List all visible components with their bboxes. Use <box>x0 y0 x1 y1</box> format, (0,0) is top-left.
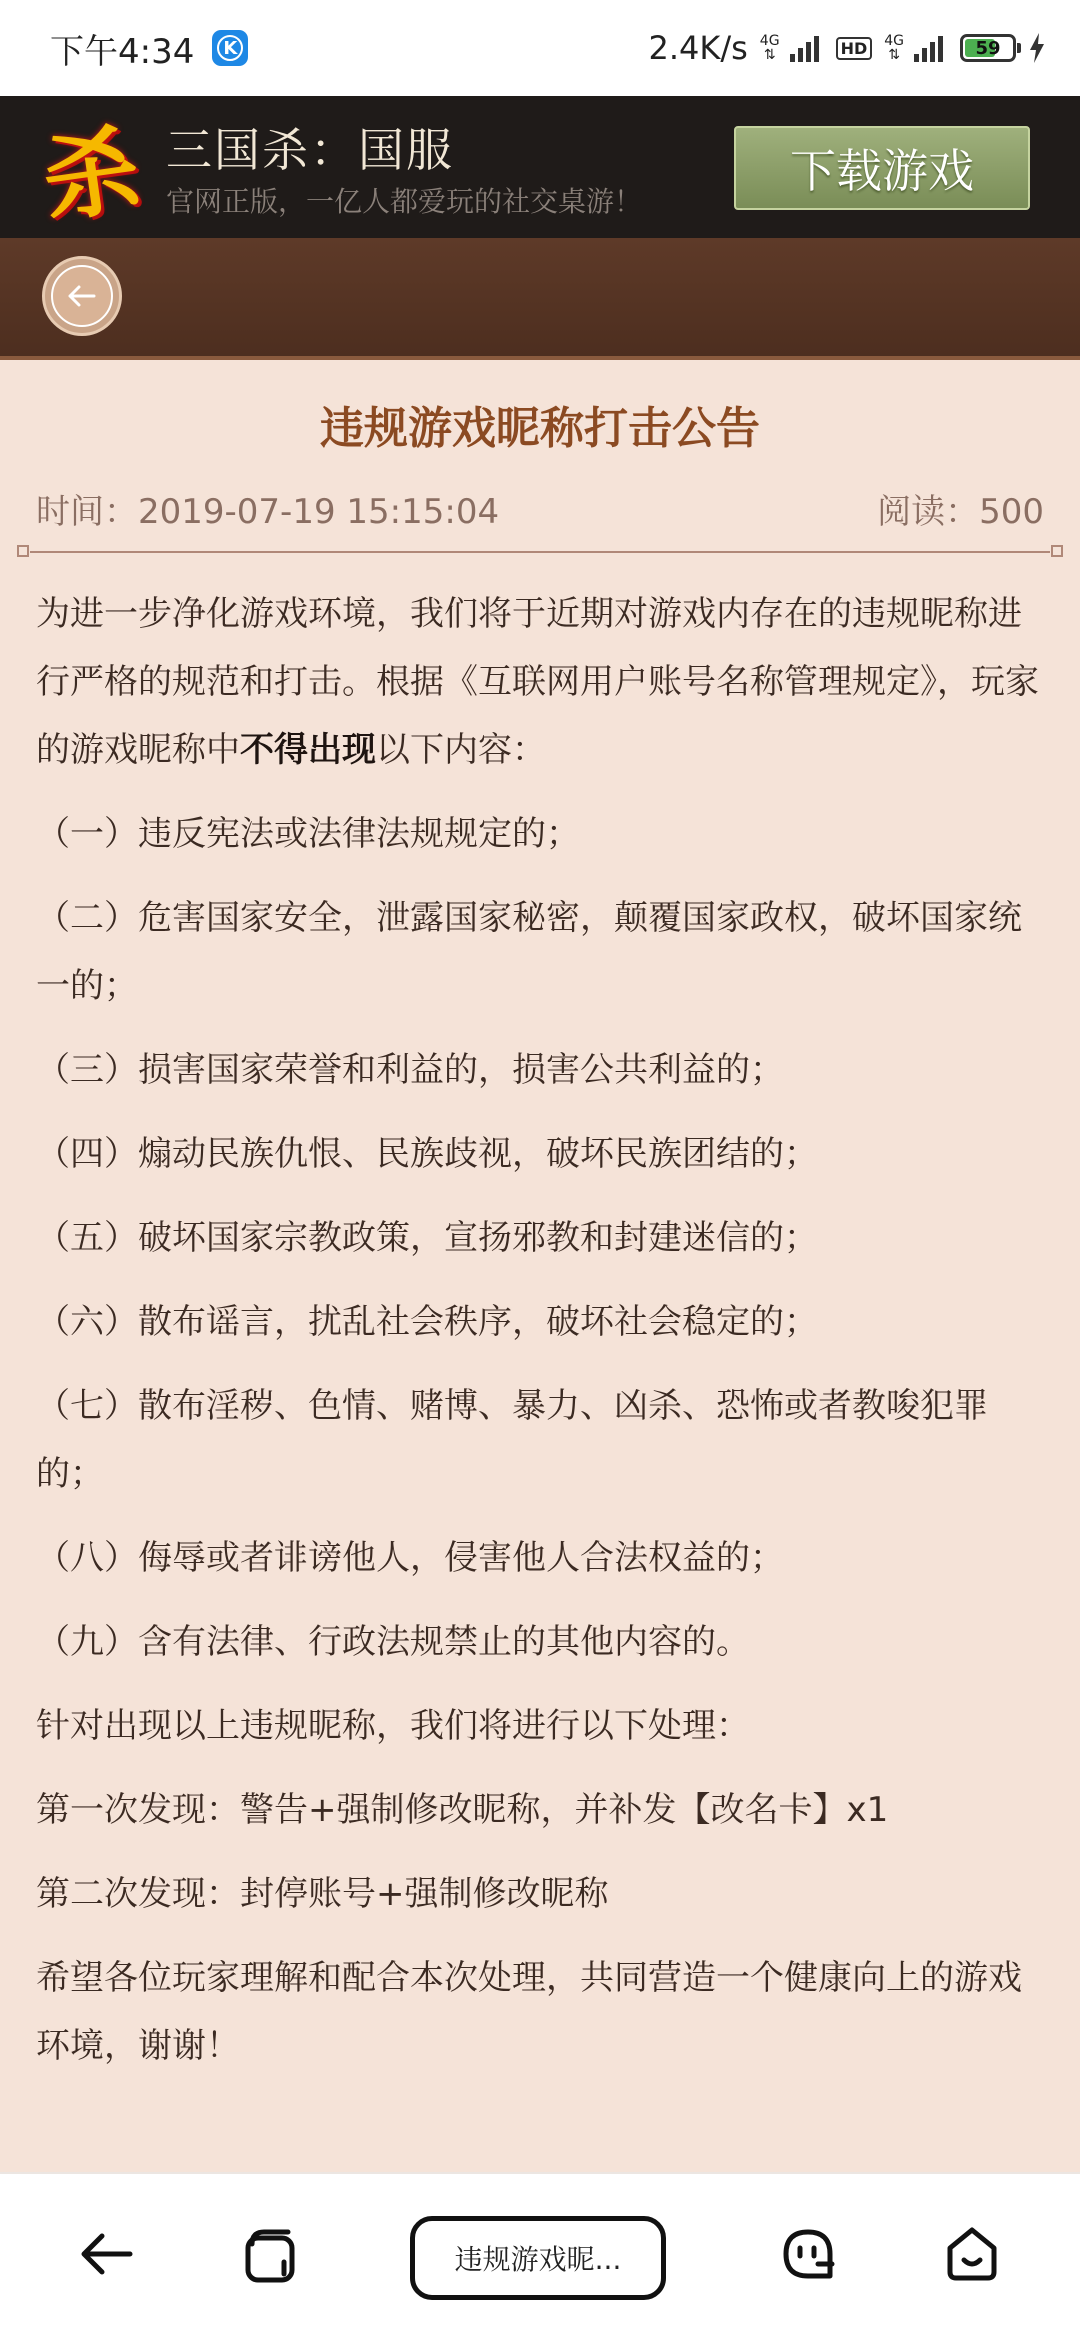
home-icon <box>942 2224 1002 2284</box>
handling-intro: 针对出现以上违规昵称，我们将进行以下处理： <box>36 1706 750 1746</box>
tabs-icon <box>242 2224 302 2284</box>
ornamental-divider <box>16 544 1064 560</box>
rule-item: （四）煽动民族仇恨、民族歧视，破坏民族团结的； <box>36 1134 818 1174</box>
network-type-1: 4G ⇅ <box>759 33 780 63</box>
closing-paragraph: 希望各位玩家理解和配合本次处理，共同营造一个健康向上的游戏环境，谢谢！ <box>36 1958 1022 2066</box>
intro-paragraph: 为进一步净化游戏环境，我们将于近期对游戏内存在的违规昵称进行严格的规范和打击。根据《互联网用户账号名称管理规定》，玩家的游戏昵称中不得出现以下内容： <box>36 594 1039 770</box>
arrow-left-icon <box>78 2230 134 2278</box>
rule-item: （六）散布谣言，扰乱社会秩序，破坏社会稳定的； <box>36 1302 818 1342</box>
rule-item: （一）违反宪法或法律法规规定的； <box>36 814 580 854</box>
status-left <box>50 24 248 73</box>
rule-item: （八）侮辱或者诽谤他人，侵害他人合法权益的； <box>36 1538 784 1578</box>
back-nav-button[interactable] <box>66 2214 146 2294</box>
tabs-button[interactable] <box>232 2214 312 2294</box>
nav-bar <box>0 238 1080 360</box>
game-logo: 杀 <box>35 111 147 237</box>
article-title: 违规游戏昵称打击公告 <box>320 403 760 454</box>
first-offense: 第一次发现：警告+强制修改昵称，并补发【改名卡】x1 <box>36 1790 889 1830</box>
assistant-button[interactable] <box>768 2214 848 2294</box>
rule-item: （五）破坏国家宗教政策，宣扬邪教和封建迷信的； <box>36 1218 818 1258</box>
status-bar <box>0 0 1080 96</box>
banner-title: 三国杀：国服 <box>166 123 454 177</box>
banner-subtitle: 官网正版，一亿人都爱玩的社交桌游！ <box>166 185 643 218</box>
network-type-2: 4G ⇅ <box>884 33 904 63</box>
app-notification-icon: K <box>212 30 248 66</box>
emphasis-text: 不得出现 <box>240 730 376 770</box>
charging-icon <box>1028 33 1046 63</box>
article-meta <box>36 484 1044 533</box>
rule-item: （七）散布淫秽、色情、赌博、暴力、凶杀、恐怖或者教唆犯罪的； <box>36 1386 988 1494</box>
publish-time: 时间：2019-07-19 15:15:04 <box>36 492 500 532</box>
back-arrow-icon <box>51 265 113 327</box>
browser-bottom-bar <box>0 2172 1080 2342</box>
assistant-icon <box>778 2224 838 2284</box>
read-count: 阅读：500 <box>877 492 1044 532</box>
back-button[interactable] <box>42 256 122 336</box>
app-download-banner <box>0 96 1080 238</box>
download-game-button[interactable]: 下载游戏 <box>734 126 1030 210</box>
status-time: 下午4:34 <box>50 31 195 72</box>
signal-icon-2 <box>912 34 948 62</box>
battery-icon: 59 <box>960 34 1016 62</box>
article-content <box>36 580 1046 2096</box>
network-speed: 2.4K/s <box>648 29 748 67</box>
rule-item: （三）损害国家荣誉和利益的，损害公共利益的； <box>36 1050 784 1090</box>
hd-icon: HD <box>836 37 873 60</box>
current-tab-title: 违规游戏昵... <box>454 2243 622 2276</box>
rule-item: （二）危害国家安全，泄露国家秘密，颠覆国家政权，破坏国家统一的； <box>36 898 1022 1006</box>
second-offense: 第二次发现：封停账号+强制修改昵称 <box>36 1874 609 1914</box>
signal-icon <box>788 34 824 62</box>
current-tab-pill[interactable] <box>410 2216 666 2300</box>
status-right <box>648 29 1046 67</box>
rule-item: （九）含有法律、行政法规禁止的其他内容的。 <box>36 1622 750 1662</box>
home-button[interactable] <box>932 2214 1012 2294</box>
